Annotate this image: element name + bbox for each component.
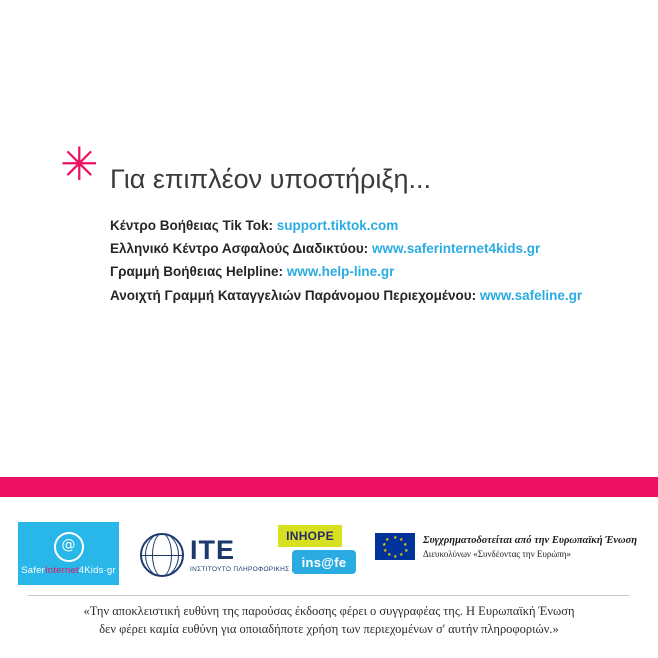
logo-ite-text — [190, 536, 290, 574]
link-label: Κέντρο Βοήθειας Tik Tok: — [110, 218, 273, 233]
disclaimer-line-1: «Την αποκλειστική ευθύνη της παρούσας έκδοσης φέρει ο συγγραφέας της. Η Ευρωπαϊκή Ένωση — [83, 604, 575, 618]
logo-safer-internet-4-kids — [18, 522, 119, 585]
logo-insafe-label: ins@fe — [301, 554, 347, 570]
logo-safer-internet-label — [21, 565, 116, 576]
logo-eu-line2: Διευκολύνων «Συνδέοντας την Ευρώπη» — [423, 548, 572, 559]
eu-flag-icon: ★ ★ ★ ★ ★ ★ ★ ★ ★ ★ — [375, 533, 415, 560]
support-links-list — [110, 214, 650, 307]
title-block — [60, 137, 432, 196]
disclaimer-text — [29, 602, 629, 638]
logo-inhope-badge — [278, 525, 342, 547]
list-item — [110, 237, 650, 260]
globe-icon — [140, 533, 184, 577]
logo-inhope-insafe — [278, 525, 356, 583]
logo-inhope-label: INHOPE — [286, 529, 334, 543]
logo-eu-text — [423, 534, 637, 560]
logo-eu-line1: Συγχρηματοδοτείται από την Ευρωπαϊκή Ένωση — [423, 534, 638, 546]
link-url-saferinternet4kids[interactable]: www.saferinternet4kids.gr — [371, 241, 541, 257]
at-sign-icon: @ — [54, 532, 84, 562]
asterisk-icon: ✳ — [60, 137, 99, 191]
list-item — [110, 284, 650, 307]
link-url-help-line[interactable]: www.help-line.gr — [286, 264, 395, 280]
logo-ite-subtitle: ΙΝΣΤΙΤΟΥΤΟ ΠΛΗΡΟΦΟΡΙΚΗΣ — [190, 566, 290, 573]
list-item — [110, 260, 650, 283]
logo-word-4kids: 4Kids·gr — [78, 564, 116, 576]
link-label: Γραμμή Βοήθειας Helpline: — [110, 264, 284, 280]
logo-word-internet: Internet — [44, 564, 79, 576]
logo-word-safer: Safer — [21, 564, 45, 576]
link-url-tiktok[interactable]: support.tiktok.com — [276, 218, 399, 233]
logo-ite — [140, 529, 290, 581]
logo-strip — [0, 515, 658, 595]
link-label: Ελληνικό Κέντρο Ασφαλούς Διαδικτύου: — [110, 241, 369, 257]
list-item — [110, 214, 650, 237]
logo-insafe-badge — [292, 550, 356, 574]
page-title: Για επιπλέον υποστήριξη... — [110, 164, 432, 194]
link-url-safeline[interactable]: www.safeline.gr — [479, 287, 583, 303]
link-label: Ανοιχτή Γραμμή Καταγγελιών Παράνομου Περιεχομένου: — [110, 287, 477, 303]
pink-divider-bar — [0, 477, 658, 497]
disclaimer-line-2: δεν φέρει καμία ευθύνη για οποιαδήποτε χρήση των περιεχομένων σ' αυτήν πληροφοριών.» — [99, 622, 559, 636]
footer-divider — [28, 595, 630, 596]
logo-eu-funding — [375, 533, 637, 560]
logo-ite-acronym: ITE — [190, 535, 236, 565]
